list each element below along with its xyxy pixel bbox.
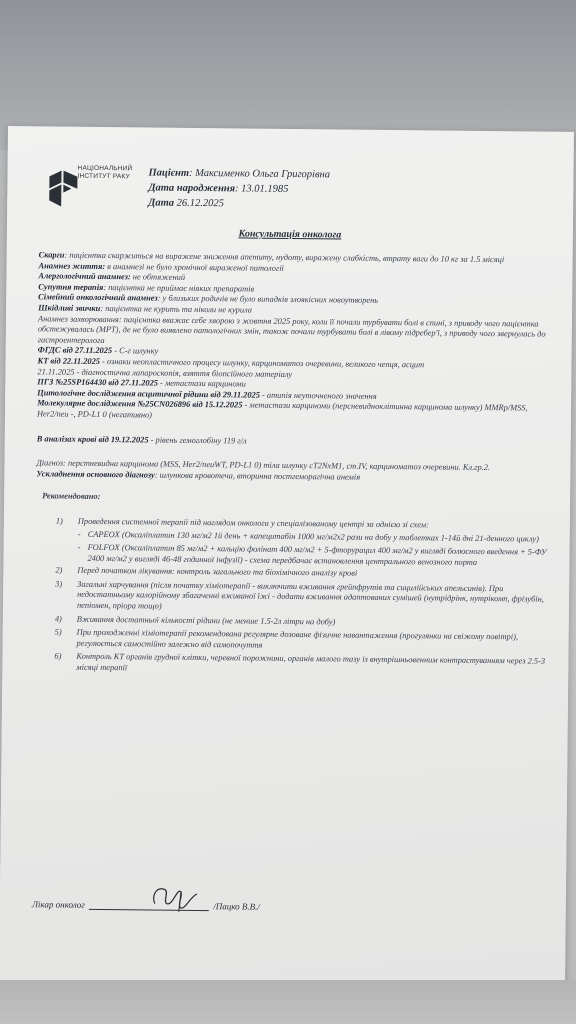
molecular-result: Молекулярне дослідження №25CN026896 від 15.12.2025 - метастази карциноми (персневидноклітинна карцинома шлунку) MMRp/MSS, Her2/neu -, PD-L1 0 (негативно) (36, 398, 528, 420)
blood-result: В аналізах крові від 19.12.2025 - рівень гемоглобіну 119 г/л (36, 433, 247, 446)
family-history: Сімейний онкологічний анамнез: у близьких родичів не було випадків злоякісних новоутворень (38, 292, 379, 306)
diagnosis: Діагноз: перстневидна карцинома (MSS, Her2/neuWT, PD-L1 0) тіла шлунку cT2NxM1, ст.IV, карциноматоз очеревини. Кл.гр.2. (36, 458, 491, 473)
recommended-heading: Рекомендовано: (42, 491, 101, 502)
regimen-capeox: - CAPEOX (Оксаліплатин 130 мг/м2 1й день + капецитабін 1000 мг/м2х2 рази на добу у таблетках 1-14й дні 21-денного циклу) (77, 530, 540, 545)
logo-line-2: ІНСТИТУТ РАКУ (77, 172, 130, 181)
laparoscopy: 21.11.2025 - діагностична лапароскопія, взяття біопсійного матеріалу (37, 366, 293, 379)
recommendation-item: 4) Вживання достатньої кількості рідини (не менше 1.5-2л літри на добу) (54, 614, 336, 627)
disease-history: Анамнез захворювання: пацієнтка вважає себе хворою з жовтня 2025 року, коли її почали турбувати болі в спині, з приводу чого пацієнтка обстежувалась (МРТ), де не було виявлено патологічних змін, також почали турбувати болі в лівому підребер'ї, з приводу чого звернулась до гастроентеролога (37, 313, 546, 345)
institute-logo-icon (47, 166, 81, 210)
doctor-name: /Пацко В.В./ (213, 901, 261, 912)
recommendation-item: 3) Загальні харчування (після початку хіміотерапії - виключити вживання грейпфрутів та сицилійських апельсинів). При недостатньому калорійному збагаченні вживаної їжі - додати вживання адаптованих сумішей (нутрідрінк, нутрікомп, фрізубін, пепіомен, пріора тощо) (55, 579, 544, 611)
fgds-result: ФГДС від 27.11.2025 - С-г шлунку (37, 345, 159, 356)
patient-name: : Максименко Ольга Григорівна (188, 167, 331, 181)
patient-header (148, 165, 448, 213)
logo-line-1: НАЦІОНАЛЬНИЙ (77, 164, 133, 173)
signature-line (89, 895, 209, 911)
doctor-label: Лікар онколог (31, 899, 85, 910)
ct-result: КТ від 22.11.2025 - ознаки неопластичного процесу шлунку, карциноматоз очеревини, великого чепця, асцит (37, 356, 425, 370)
regimen-folfox: - FOLFOX (Оксаліплатин 85 мг/м2 + кальцію фолінат 400 мг/м2 + 5-фторурацил 400 мг/м2 у вигляді болюсного введення + 5-ФУ 2400 мг/м2 у вигляді 46-48 годинної інфузії) - схема передбачає встановлення центрального венозного порта (77, 542, 547, 567)
institute-logo (47, 164, 148, 225)
pathology-result: ПГЗ №25SP164430 від 27.11.2025 - метастази карциноми (37, 377, 246, 389)
document-title: Консультація онколога (238, 228, 342, 241)
recommendation-list (34, 516, 558, 678)
date-label: Дата (148, 197, 175, 209)
allergy-history: Алергологічний анамнез: не обтяжений (38, 271, 186, 283)
complication: Ускладнення основного діагнозу: шлункова кровотеча, вторинна постгеморагічна анемія (36, 469, 361, 482)
document-body (34, 250, 560, 681)
recommendation-item: 1) Проведення системної терапії під наглядом онколога у спеціалізованому центрі за однією зі схем: (55, 516, 430, 530)
background-bottom (0, 980, 576, 1024)
institute-logo-text (77, 165, 147, 182)
dob-label: Дата народження (148, 182, 236, 195)
date-value: 26.12.2025 (173, 197, 224, 210)
patient-label: Пацієнт (148, 167, 190, 179)
doctor-signature-block (32, 894, 552, 914)
consultation-document (0, 126, 574, 990)
cytology-result: Цитологічне дослідження асцитичної рідини від 29.11.2025 - атипія неуточненого значення (37, 388, 377, 401)
dob-value: : 13.01.1985 (234, 183, 289, 195)
recommendation-item: 2) Перед початком лікування: контроль загального та біохімічного аналізу крові (55, 565, 358, 578)
recommendation-item: 6) Контроль КТ органів грудної клітки, черевної порожнини, органів малого тазу із внутрішньовенним контрастуванням через 2.5-3 місяці терапії (54, 651, 546, 673)
concomitant-therapy: Супутня терапія: пацієнтка не приймає ніяких препаратів (38, 282, 255, 294)
recommendation-item: 5) При проходженні хіміотерапії рекомендована регулярне дозоване фізичне навантаження (прогулянки на свіжому повітрі), регулюється самостійно залежно від самопочуття (54, 627, 519, 650)
handwritten-signature (147, 882, 207, 913)
life-history: Анамнез життя: в анамнезі не було хронічної вираженої патології (38, 260, 284, 273)
complaints: Скарги: пацієнтка скаржиться на виражене зниження апетиту, нудоту, виражену слабкість, втрату ваги до 10 кг за 1.5 місяці (38, 250, 505, 265)
bad-habits: Шкідливі звички: пацієнтка не курить та ніколи не курила (38, 303, 253, 315)
